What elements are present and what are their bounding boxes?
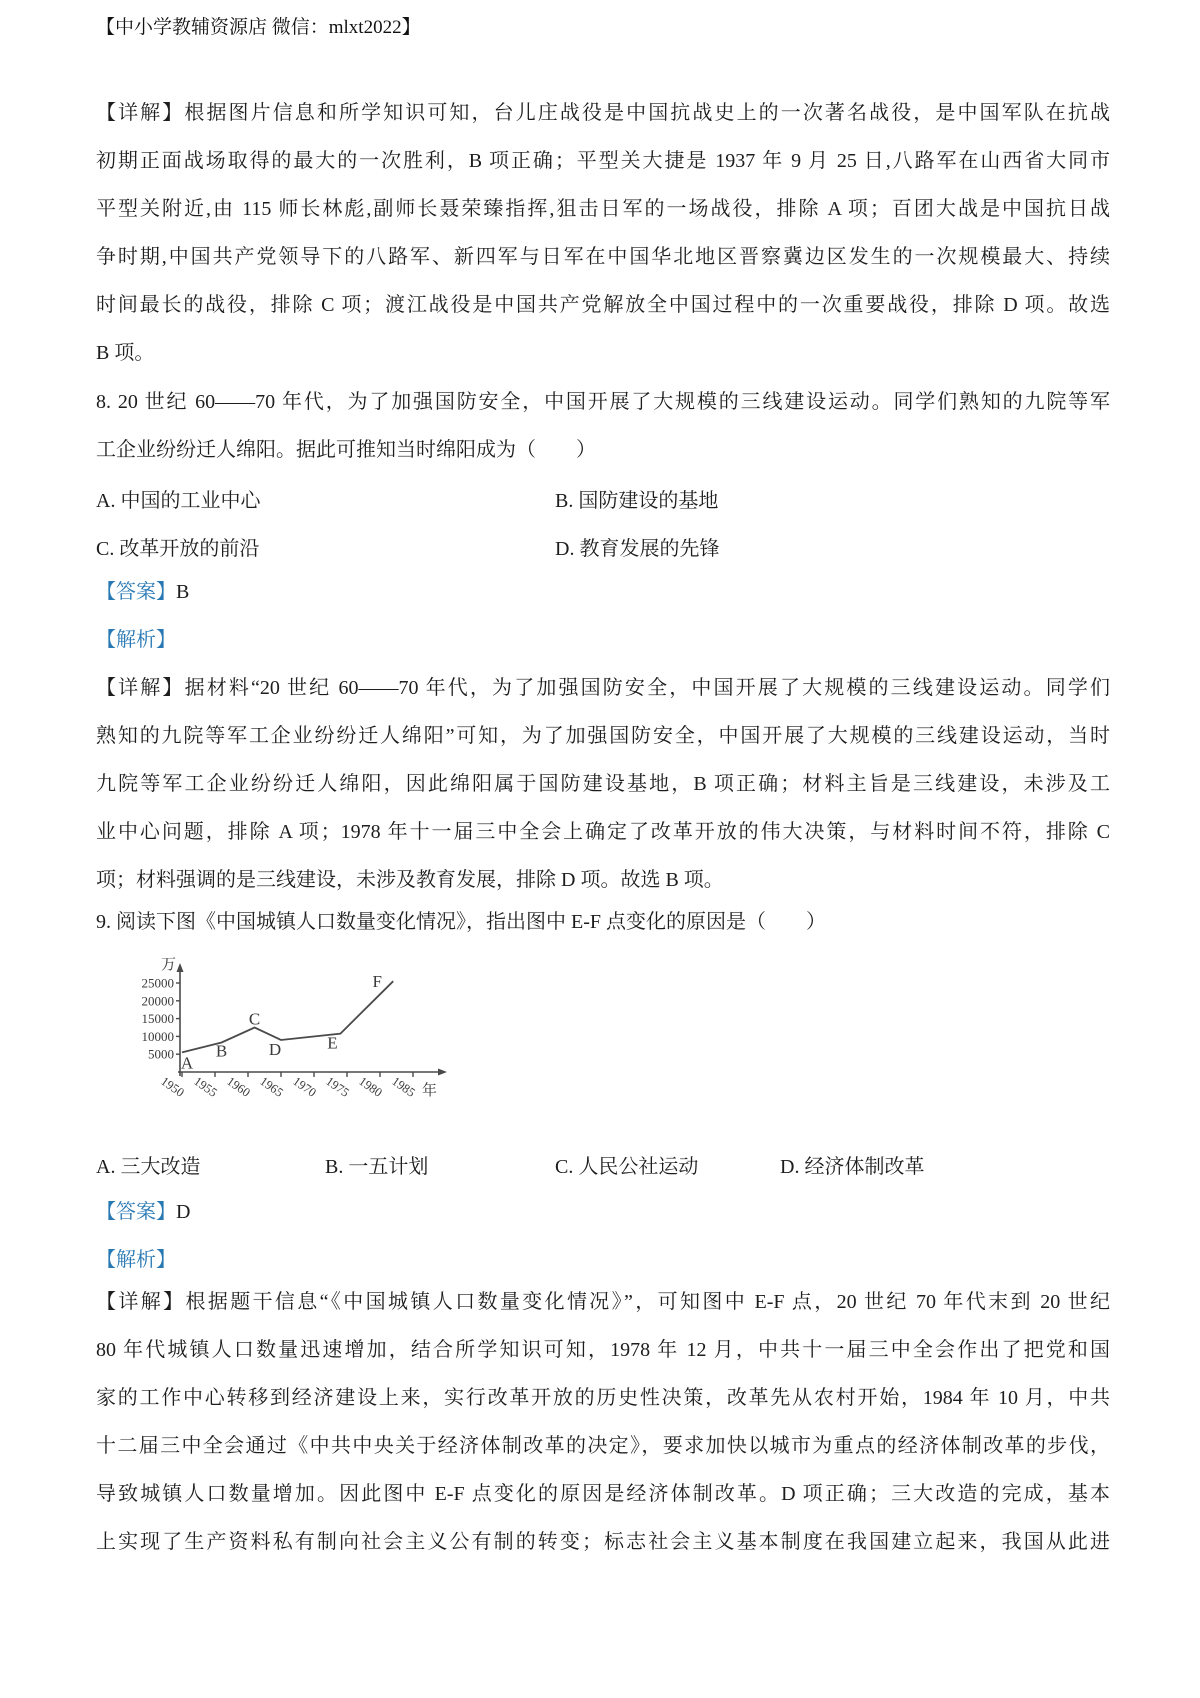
page-header: 【中小学教辅资源店 微信：mlxt2022】 <box>96 17 421 38</box>
q9-detail-line: 上实现了生产资料私有制向社会主义公有制的转变；标志社会主义基本制度在我国建立起来，我国从此进 <box>96 1531 1110 1553</box>
q8-option-a: A. 中国的工业中心 <box>96 490 261 512</box>
q8-stem-line: 8. 20 世纪 60——70 年代，为了加强国防安全，中国开展了大规模的三线建设运动。同学们熟知的九院等军 <box>96 391 1110 413</box>
q9-answer-row <box>96 1198 1110 1226</box>
q8-detail-line: 项；材料强调的是三线建设，未涉及教育发展，排除 D 项。故选 B 项。 <box>96 869 724 891</box>
q9-stem: 9. 阅读下图《中国城镇人口数量变化情况》，指出图中 E-F 点变化的原因是（ ） <box>96 911 826 933</box>
q7-detail-line: 【详解】根据图片信息和所学知识可知，台儿庄战役是中国抗战史上的一次著名战役，是中国军队在抗战 <box>96 102 1110 124</box>
point-label-f: F <box>372 972 382 992</box>
q8-options-row <box>96 532 1110 560</box>
point-label-b: B <box>215 1041 228 1061</box>
analysis-tag: 【解析】 <box>96 629 176 651</box>
q9-option-c: C. 人民公社运动 <box>555 1156 699 1178</box>
point-label-d: D <box>268 1039 282 1059</box>
q9-detail-line: 十二届三中全会通过《中共中央关于经济体制改革的决定》，要求加快以城市为重点的经济体制改革的步伐， <box>96 1435 1110 1457</box>
svg-text:1985: 1985 <box>389 1073 418 1100</box>
answer-tag: 【答案】 <box>96 581 176 603</box>
q7-detail-line: 争时期,中国共产党领导下的八路军、新四军与日军在中国华北地区晋察冀边区发生的一次规模最大、持续 <box>96 246 1110 268</box>
q7-detail-line: 初期正面战场取得的最大的一次胜利，B 项正确；平型关大捷是 1937 年 9 月 25 日,八路军在山西省大同市 <box>96 150 1110 172</box>
q8-option-c: C. 改革开放的前沿 <box>96 538 260 560</box>
q8-detail-line: 熟知的九院等军工企业纷纷迁人绵阳”可知，为了加强国防安全，中国开展了大规模的三线建设运动，当时 <box>96 725 1110 747</box>
q9-option-d: D. 经济体制改革 <box>780 1156 925 1178</box>
population-line <box>182 981 393 1052</box>
q8-option-d: D. 教育发展的先锋 <box>555 538 720 560</box>
point-label-c: C <box>248 1009 261 1029</box>
svg-text:1955: 1955 <box>191 1073 220 1100</box>
svg-text:15000: 15000 <box>141 1011 174 1027</box>
q9-answer-value: D <box>176 1201 191 1223</box>
q7-detail-line: 平型关附近,由 115 师长林彪,副师长聂荣臻指挥,狙击日军的一场战役，排除 A 项；百团大战是中国抗日战 <box>96 198 1110 220</box>
population-chart <box>100 952 460 1124</box>
svg-text:万: 万 <box>160 957 176 973</box>
svg-text:5000: 5000 <box>148 1046 174 1062</box>
svg-text:1980: 1980 <box>356 1073 385 1100</box>
answer-tag: 【答案】 <box>96 1201 176 1223</box>
q8-option-b: B. 国防建设的基地 <box>555 490 719 512</box>
q9-analysis-row <box>96 1246 1110 1274</box>
q8-analysis-row <box>96 626 1110 654</box>
svg-text:1970: 1970 <box>290 1073 319 1100</box>
q9-detail-line: 【详解】根据题干信息“《中国城镇人口数量变化情况》”，可知图中 E-F 点，20 世纪 70 年代末到 20 世纪 <box>96 1291 1110 1313</box>
point-label-a: A <box>180 1053 194 1073</box>
q9-option-a: A. 三大改造 <box>96 1156 201 1178</box>
q9-detail-line: 家的工作中心转移到经济建设上来，实行改革开放的历史性决策，改革先从农村开始，1984 年 10 月，中共 <box>96 1387 1110 1409</box>
svg-text:1960: 1960 <box>224 1073 253 1100</box>
q8-detail-line: 业中心问题，排除 A 项；1978 年十一届三中全会上确定了改革开放的伟大决策，与材料时间不符，排除 C <box>96 821 1110 843</box>
svg-text:20000: 20000 <box>141 993 174 1009</box>
point-label-e: E <box>327 1033 338 1053</box>
q8-stem-line: 工企业纷纷迁人绵阳。据此可推知当时绵阳成为（ ） <box>96 439 596 461</box>
q8-detail-line: 【详解】据材料“20 世纪 60——70 年代，为了加强国防安全，中国开展了大规模的三线建设运动。同学们 <box>96 677 1110 699</box>
q8-detail-line: 九院等军工企业纷纷迁人绵阳，因此绵阳属于国防建设基地，B 项正确；材料主旨是三线建设，未涉及工 <box>96 773 1110 795</box>
q7-detail-line: B 项。 <box>96 342 155 364</box>
q9-options-row <box>96 1150 1110 1178</box>
q9-detail-line: 导致城镇人口数量增加。因此图中 E-F 点变化的原因是经济体制改革。D 项正确；三大改造的完成，基本 <box>96 1483 1110 1505</box>
population-line-chart-svg <box>100 952 460 1124</box>
svg-text:10000: 10000 <box>141 1028 174 1044</box>
q8-options-row <box>96 484 1110 512</box>
svg-text:年: 年 <box>422 1083 438 1099</box>
chart-series <box>181 972 393 1072</box>
svg-text:25000: 25000 <box>141 975 174 991</box>
q8-answer-value: B <box>176 581 190 603</box>
chart-tick-labels <box>142 957 438 1100</box>
q7-detail-line: 时间最长的战役，排除 C 项；渡江战役是中国共产党解放全中国过程中的一次重要战役，排除 D 项。故选 <box>96 294 1110 316</box>
svg-text:1950: 1950 <box>158 1073 187 1100</box>
analysis-tag: 【解析】 <box>96 1249 176 1271</box>
q8-answer-row <box>96 578 1110 606</box>
svg-text:1975: 1975 <box>323 1073 352 1100</box>
q9-option-b: B. 一五计划 <box>325 1156 429 1178</box>
q9-detail-line: 80 年代城镇人口数量迅速增加，结合所学知识可知，1978 年 12 月，中共十一届三中全会作出了把党和国 <box>96 1339 1110 1361</box>
svg-text:1965: 1965 <box>257 1073 286 1100</box>
